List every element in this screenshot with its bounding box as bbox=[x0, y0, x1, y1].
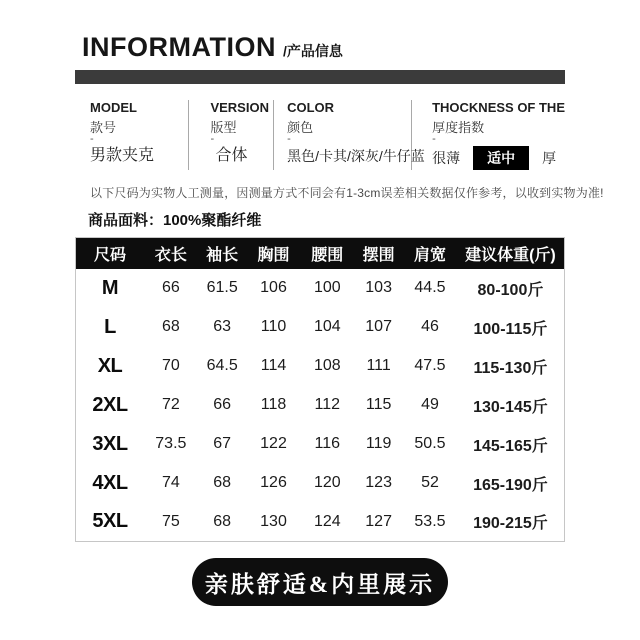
measurement-cell: 130 bbox=[260, 512, 287, 530]
measurement-cell: 104 bbox=[313, 318, 341, 335]
table-row bbox=[76, 425, 565, 464]
measurement-cell: 64.5 bbox=[206, 357, 238, 374]
measurement-cell: 122 bbox=[260, 435, 287, 452]
divider-bar bbox=[75, 70, 565, 84]
table-row bbox=[76, 386, 565, 425]
size-chart-header bbox=[76, 238, 565, 269]
thickness-scale bbox=[432, 146, 565, 170]
measurement-cell: 126 bbox=[260, 474, 287, 491]
measurement-cell: 100 bbox=[313, 279, 341, 296]
col-header-hem: 摆围 bbox=[354, 238, 403, 269]
attribute-value: 男款夹克 bbox=[90, 147, 155, 164]
inner-lining-banner bbox=[192, 558, 448, 606]
measurement-cell: 68 bbox=[213, 474, 232, 491]
attribute-label-cn: 版型 bbox=[210, 120, 237, 135]
attribute-label-cn: 颜色 bbox=[287, 120, 314, 135]
measurement-cell: 46 bbox=[421, 318, 439, 335]
measurement-cell: 44.5 bbox=[414, 279, 446, 296]
size-label-cell: M bbox=[101, 276, 119, 299]
attribute-color bbox=[274, 100, 425, 170]
table-row bbox=[76, 347, 565, 386]
page-subtitle: /产品信息 bbox=[282, 42, 343, 59]
weight-range-cell: 115-130斤 bbox=[473, 359, 548, 377]
col-header-sleeve: 袖长 bbox=[198, 238, 247, 269]
weight-range-cell: 165-190斤 bbox=[473, 476, 548, 494]
weight-range-cell: 80-100斤 bbox=[477, 281, 544, 299]
header-row bbox=[76, 238, 565, 269]
attribute-dash: - bbox=[432, 133, 436, 145]
section-header bbox=[75, 34, 565, 61]
measurement-cell: 103 bbox=[365, 279, 392, 296]
measurement-cell: 68 bbox=[213, 512, 232, 530]
measurement-cell: 53.5 bbox=[414, 512, 446, 530]
measurement-cell: 63 bbox=[213, 318, 232, 335]
page-title: INFORMATION bbox=[82, 32, 276, 62]
table-row bbox=[76, 464, 565, 503]
size-label-cell: 4XL bbox=[92, 471, 128, 494]
size-chart-table bbox=[75, 237, 565, 542]
col-header-length: 衣长 bbox=[144, 238, 198, 269]
size-label-cell: L bbox=[104, 315, 116, 338]
weight-range-cell: 145-165斤 bbox=[473, 437, 548, 455]
weight-range-cell: 100-115斤 bbox=[473, 320, 548, 338]
measurement-cell: 114 bbox=[260, 357, 287, 374]
measurement-cell: 118 bbox=[260, 396, 287, 413]
measurement-cell: 119 bbox=[365, 435, 392, 452]
measurement-cell: 67 bbox=[213, 435, 232, 452]
measurement-cell: 123 bbox=[365, 474, 392, 491]
size-label-cell: 3XL bbox=[92, 432, 128, 455]
content-area bbox=[75, 0, 604, 606]
measurement-cell: 111 bbox=[366, 357, 391, 374]
col-header-waist: 腰围 bbox=[300, 238, 354, 269]
measurement-cell: 70 bbox=[161, 357, 180, 374]
weight-range-cell: 190-215斤 bbox=[473, 515, 548, 533]
attribute-label-en: MODEL bbox=[90, 100, 137, 115]
measurement-cell: 50.5 bbox=[414, 435, 446, 452]
col-header-chest: 胸围 bbox=[247, 238, 301, 269]
col-header-shoulder: 肩宽 bbox=[403, 238, 457, 269]
size-label-cell: XL bbox=[97, 354, 123, 377]
attribute-dash: - bbox=[90, 133, 94, 145]
attribute-value: 黑色/卡其/深灰/牛仔蓝 bbox=[287, 148, 425, 164]
size-table-body bbox=[76, 269, 565, 542]
measurement-cell: 116 bbox=[314, 435, 341, 452]
attribute-value: 合体 bbox=[215, 147, 248, 164]
attribute-label-cn: 厚度指数 bbox=[432, 120, 485, 135]
attribute-label-en: VERSION bbox=[210, 100, 269, 115]
size-label-cell: 2XL bbox=[92, 393, 128, 416]
measurement-cell: 108 bbox=[313, 357, 341, 374]
measurement-cell: 66 bbox=[161, 279, 180, 296]
measurement-cell: 107 bbox=[365, 318, 392, 335]
measurement-cell: 47.5 bbox=[414, 357, 446, 374]
banner-label: 亲肤舒适&内里展示 bbox=[204, 571, 436, 597]
measurement-cell: 115 bbox=[365, 396, 392, 413]
fabric-info: 商品面料：100%聚酯纤维 bbox=[88, 212, 262, 229]
weight-range-cell: 130-145斤 bbox=[473, 398, 548, 416]
measurement-cell: 106 bbox=[260, 279, 287, 296]
measurement-cell: 112 bbox=[314, 396, 341, 413]
table-row bbox=[76, 503, 565, 542]
measurement-cell: 68 bbox=[161, 318, 180, 335]
attribute-dash: - bbox=[287, 133, 291, 145]
table-row bbox=[76, 308, 565, 347]
thickness-option-thick: 厚 bbox=[542, 150, 557, 166]
size-label-cell: 5XL bbox=[92, 510, 128, 533]
measurement-disclaimer: 以下尺码为实物人工测量，因测量方式不同会有1-3cm误差相关数据仅作参考，以收到实物为准! bbox=[90, 186, 604, 200]
attribute-model bbox=[75, 100, 189, 170]
product-attributes bbox=[75, 100, 565, 170]
col-header-weight: 建议体重(斤) bbox=[457, 238, 565, 269]
measurement-cell: 73.5 bbox=[155, 435, 187, 452]
measurement-cell: 72 bbox=[161, 396, 180, 413]
col-header-size: 尺码 bbox=[76, 238, 144, 269]
measurement-cell: 124 bbox=[313, 512, 341, 530]
measurement-cell: 127 bbox=[365, 512, 392, 530]
measurement-cell: 120 bbox=[313, 474, 341, 491]
measurement-cell: 52 bbox=[421, 474, 439, 491]
measurement-cell: 61.5 bbox=[206, 279, 238, 296]
measurement-cell: 110 bbox=[260, 318, 287, 335]
attribute-label-en: COLOR bbox=[287, 100, 335, 115]
attribute-thickness bbox=[412, 100, 565, 170]
attribute-label-en: THOCKNESS OF THE bbox=[432, 100, 565, 115]
table-row bbox=[76, 269, 565, 308]
thickness-option-thin: 很薄 bbox=[432, 150, 461, 166]
measurement-cell: 49 bbox=[421, 396, 439, 413]
attribute-dash: - bbox=[210, 133, 215, 145]
measurement-cell: 74 bbox=[161, 474, 180, 491]
attribute-label-cn: 款号 bbox=[90, 120, 117, 135]
measurement-cell: 75 bbox=[161, 512, 180, 530]
attribute-version bbox=[189, 100, 274, 170]
measurement-cell: 66 bbox=[213, 396, 232, 413]
thickness-option-medium: 适中 bbox=[473, 146, 529, 170]
